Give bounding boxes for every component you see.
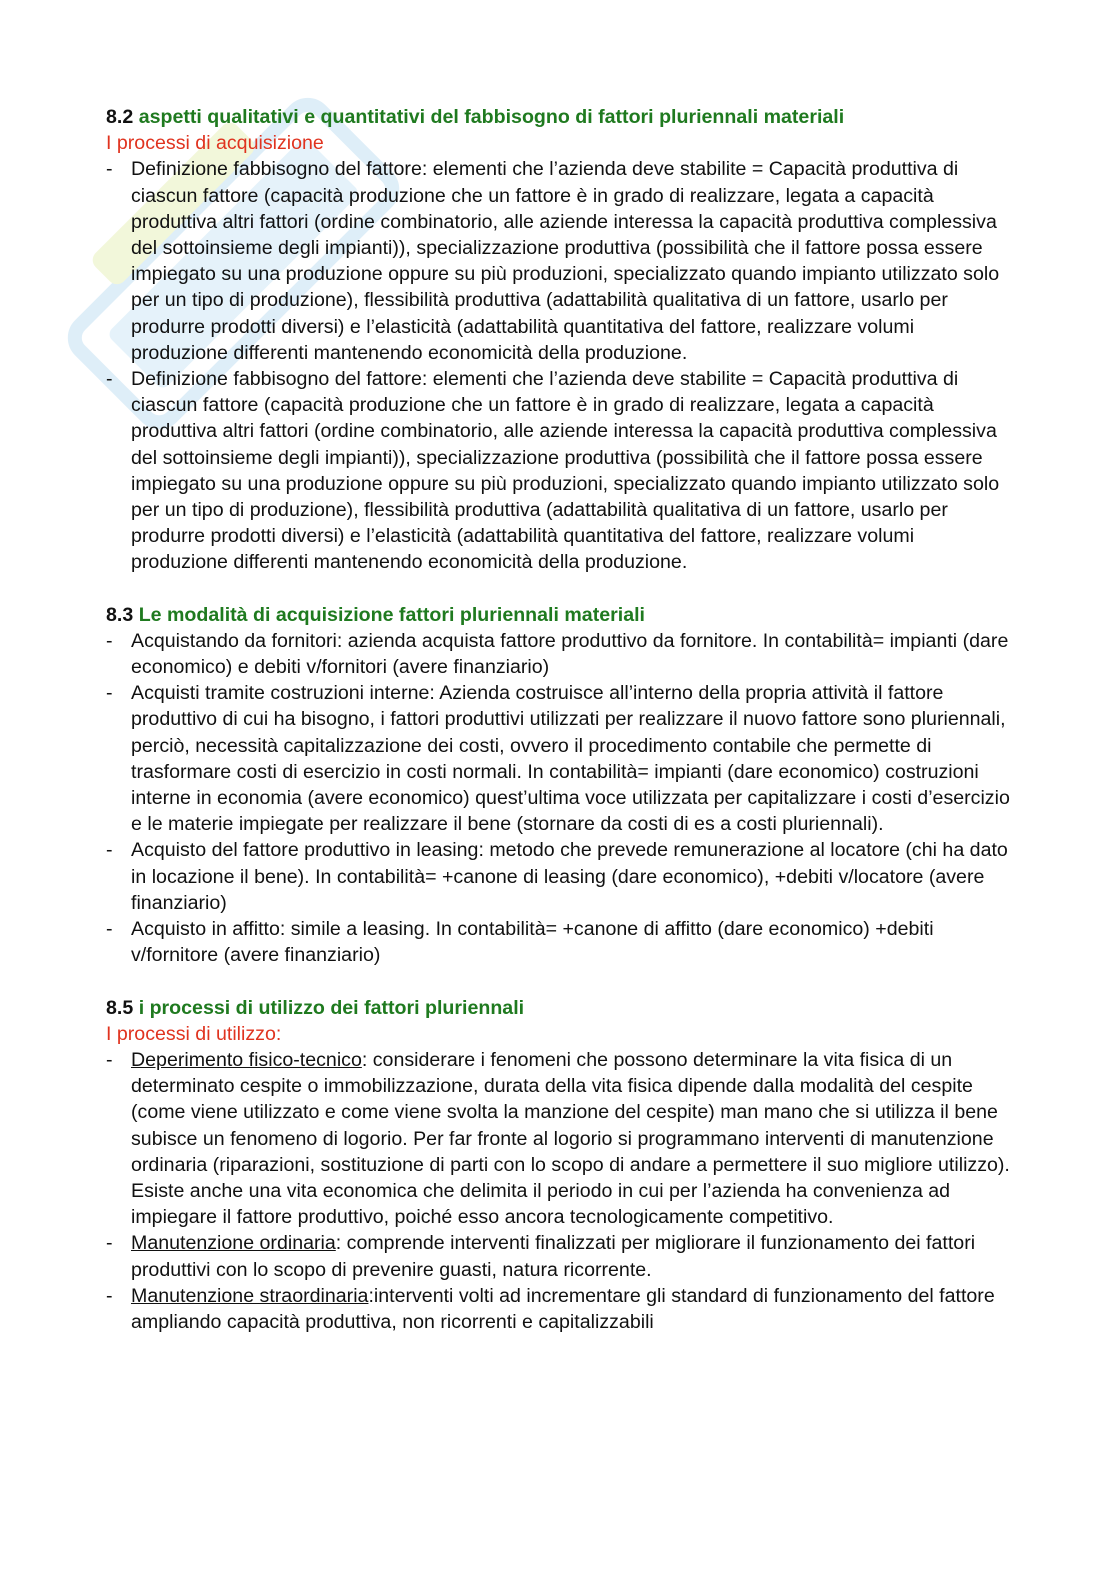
item-lead-term: Manutenzione straordinaria [131, 1284, 369, 1307]
dash-bullet: - [106, 629, 113, 652]
item-text: Acquisto in affitto: simile a leasing. In contabilità= +canone di affitto (dare economico) +debiti v/fornitore (avere finanziario) [131, 918, 934, 967]
section-subtitle: I processi di utilizzo: [106, 1022, 282, 1045]
list-item [106, 1283, 1011, 1335]
list-item [106, 628, 1011, 680]
dash-bullet: - [106, 1048, 113, 1071]
section-heading [106, 995, 1011, 1021]
section-8-2 [106, 104, 1011, 576]
bullet-list [106, 628, 1011, 969]
section-title: Le modalità di acquisizione fattori pluriennali materiali [138, 603, 645, 626]
dash-bullet: - [106, 682, 113, 705]
item-lead-term: Deperimento fisico-tecnico [131, 1048, 362, 1071]
item-text: :interventi volti ad incrementare gli standard di funzionamento del fattore ampliando capacità produttiva, non ricorrenti e capitalizzabili [131, 1284, 995, 1333]
dash-bullet: - [106, 158, 113, 181]
section-heading [106, 602, 1011, 628]
list-item [106, 156, 1011, 366]
dash-bullet: - [106, 368, 113, 391]
item-text: Definizione fabbisogno del fattore: elementi che l’azienda deve stabilite = Capacità produttiva di ciascun fattore (capacità produzione che un fattore è in grado di realizzare, legata a capacità produttiva altri fattori (ordine combinatorio, alle aziende interessa la capacità produttiva complessiva del sottoinsieme degli impianti)), specializzazione produttiva (possibilità che il fattore possa essere impiegato su una produzione oppure su più produzioni, specializzato quando impianto utilizzato solo per un tipo di produzione), flessibilità produttiva (adattabilità qualitativa di un fattore, usarlo per produrre prodotti diversi) e l’elasticità (adattabilità quantitativa del fattore, realizzare volumi produzione differenti mantenendo economicità della produzione. [131, 368, 1000, 574]
section-number: 8.3 [106, 603, 134, 626]
dash-bullet: - [106, 918, 113, 941]
bullet-list [106, 1047, 1011, 1335]
section-title: aspetti qualitativi e quantitativi del fabbisogno di fattori pluriennali materiali [138, 106, 845, 128]
list-item [106, 680, 1011, 837]
section-8-3 [106, 602, 1011, 969]
list-item [106, 916, 1011, 968]
bullet-list [106, 156, 1011, 575]
document-page [106, 104, 1011, 1335]
section-subtitle: I processi di acquisizione [106, 132, 324, 155]
list-item [106, 1230, 1011, 1282]
dash-bullet: - [106, 1284, 113, 1307]
list-item [106, 1047, 1011, 1230]
item-lead-term: Manutenzione ordinaria [131, 1232, 336, 1255]
item-text: Definizione fabbisogno del fattore: elementi che l’azienda deve stabilite = Capacità produttiva di ciascun fattore (capacità produzione che un fattore è in grado di realizzare, legata a capacità produttiva altri fattori (ordine combinatorio, alle aziende interessa la capacità produttiva complessiva del sottoinsieme degli impianti)), specializzazione produttiva (possibilità che il fattore possa essere impiegato su una produzione oppure su più produzioni, specializzato quando impianto utilizzato solo per un tipo di produzione), flessibilità produttiva (adattabilità qualitativa di un fattore, usarlo per produrre prodotti diversi) e l’elasticità (adattabilità quantitativa del fattore, realizzare volumi produzione differenti mantenendo economicità della produzione. [131, 158, 1000, 364]
item-text: Acquisto del fattore produttivo in leasing: metodo che prevede remunerazione al locatore (chi ha dato in locazione il bene). In contabilità= +canone di leasing (dare economico), +debiti v/locatore (avere finanziario) [131, 839, 1008, 914]
list-item [106, 837, 1011, 916]
list-item [106, 366, 1011, 576]
section-heading [106, 104, 1011, 130]
dash-bullet: - [106, 1232, 113, 1255]
item-text: : considerare i fenomeni che possono determinare la vita fisica di un determinato cespite o immobilizzazione, durata della vita fisica dipende dalla modalità del cespite (come viene utilizzato e come viene svolta la manzione del cespite) man mano che si utilizza il bene subisce un fenomeno di logorio. Per far fronte al logorio si programmano interventi di manutenzione ordinaria (riparazioni, sostituzione di parti con lo scopo di andare a permettere il suo migliore utilizzo). Esiste anche una vita economica che delimita il periodo in cui per l’azienda ha convenienza ad impiegare il fattore produttivo, poiché esso ancora tecnologicamente competitivo. [131, 1048, 1010, 1229]
dash-bullet: - [106, 839, 113, 862]
section-8-5 [106, 995, 1011, 1336]
item-text: Acquisti tramite costruzioni interne: Azienda costruisce all’interno della propria attività il fattore produttivo di cui ha bisogno, i fattori produttivi utilizzati per realizzare il nuovo fattore sono pluriennali, perciò, necessità capitalizzazione dei costi, ovvero il procedimento contabile che permette di trasformare costi di esercizio in costi normali. In contabilità= impianti (dare economico) costruzioni interne in economia (avere economico) quest’ultima voce utilizzata per capitalizzare i costi d’esercizio e le materie impiegate per realizzare il bene (stornare da costi di es a costi pluriennali). [131, 682, 1010, 836]
section-number: 8.2 [106, 106, 134, 128]
item-text: Acquistando da fornitori: azienda acquista fattore produttivo da fornitore. In contabilità= impianti (dare economico) e debiti v/fornitori (avere finanziario) [131, 629, 1009, 679]
section-title: i processi di utilizzo dei fattori pluriennali [138, 996, 525, 1019]
item-text: : comprende interventi finalizzati per migliorare il funzionamento dei fattori produttivi con lo scopo di prevenire guasti, natura ricorrente. [131, 1232, 976, 1281]
section-number: 8.5 [106, 996, 134, 1019]
